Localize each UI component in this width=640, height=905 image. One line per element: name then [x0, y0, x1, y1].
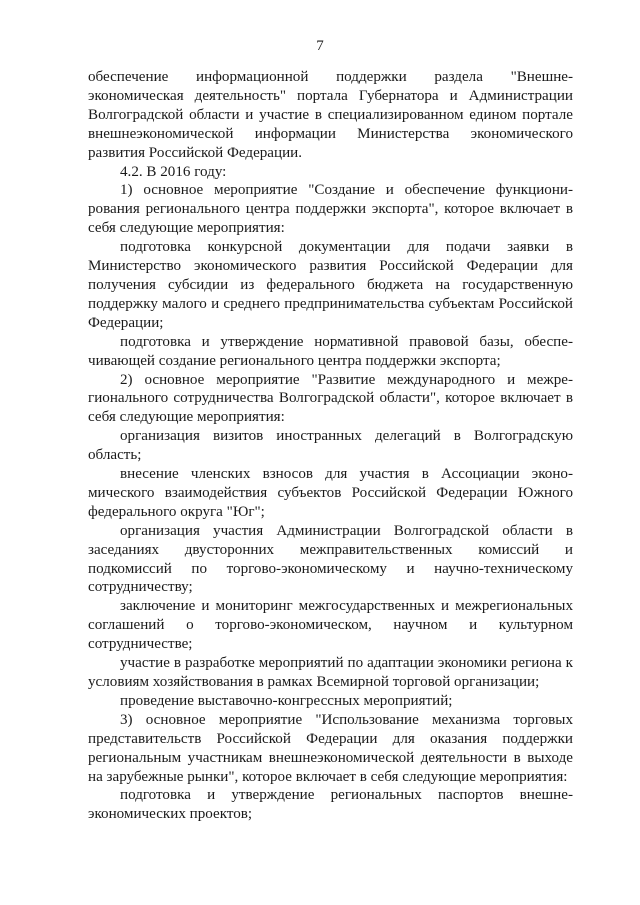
paragraph: проведение выставочно-конгрессных мероприятий; — [120, 692, 453, 709]
paragraph: подготовка и утверждение нормативной правовой базы, обеспе-чивающей создание регионального центра поддержки экспорта; — [88, 333, 573, 369]
paragraph: участие в разработке мероприятий по адаптации экономики региона к условиям хозяйствования в рамках Всемирной торговой организации; — [88, 655, 573, 690]
paragraph: 2) основное мероприятие "Развитие международного и межре-гионального сотрудничества Волгоградской области", которое включает в себя следующие мероприятия: — [88, 371, 573, 426]
paragraph: подготовка и утверждение региональных паспортов внешне-экономических проектов; — [88, 787, 573, 823]
page-number: 7 — [316, 38, 324, 54]
paragraph: 3) основное мероприятие "Использование механизма торговых представительств Российской Федерации для оказания поддержки региональным участникам внешнеэкономической деятельности в выходе на зарубежные рынки", которое включает в себя следующие мероприятия: — [88, 711, 573, 785]
paragraph: внесение членских взносов для участия в Ассоциации эконо-мического взаимодействия субъектов Российской Федерации Южного федерального округа "Юг"; — [88, 466, 573, 520]
document-body — [88, 68, 573, 824]
paragraph: подготовка конкурсной документации для подачи заявки в Министерство экономического развития Российской Федерации для получения субсидии из федерального бюджета на государственную поддержку малого и среднего предпринимательства субъектам Российской Федерации; — [88, 239, 573, 331]
paragraph: заключение и мониторинг межгосударственных и межрегиональных соглашений о торгово-экономическом, научном и культурном сотрудничестве; — [88, 598, 573, 653]
paragraph: обеспечение информационной поддержки раздела "Внешне-экономическая деятельность" портала Губернатора и Администрации Волгоградской области и участие в специализированном едином портале внешнеэкономической информации Министерства экономического развития Российской Федерации. — [88, 69, 573, 161]
paragraph: 1) основное мероприятие "Создание и обеспечение функциони-рования регионального центра поддержки экспорта", которое включает в себя следующие мероприятия: — [88, 182, 573, 237]
paragraph: организация участия Администрации Волгоградской области в заседаниях двусторонних межправительственных комиссий и подкомиссий по торгово-экономическому и научно-техническому сотрудничеству; — [88, 522, 573, 596]
section-heading: 4.2. В 2016 году: — [120, 163, 227, 180]
paragraph: организация визитов иностранных делегаций в Волгоградскую область; — [88, 428, 573, 464]
